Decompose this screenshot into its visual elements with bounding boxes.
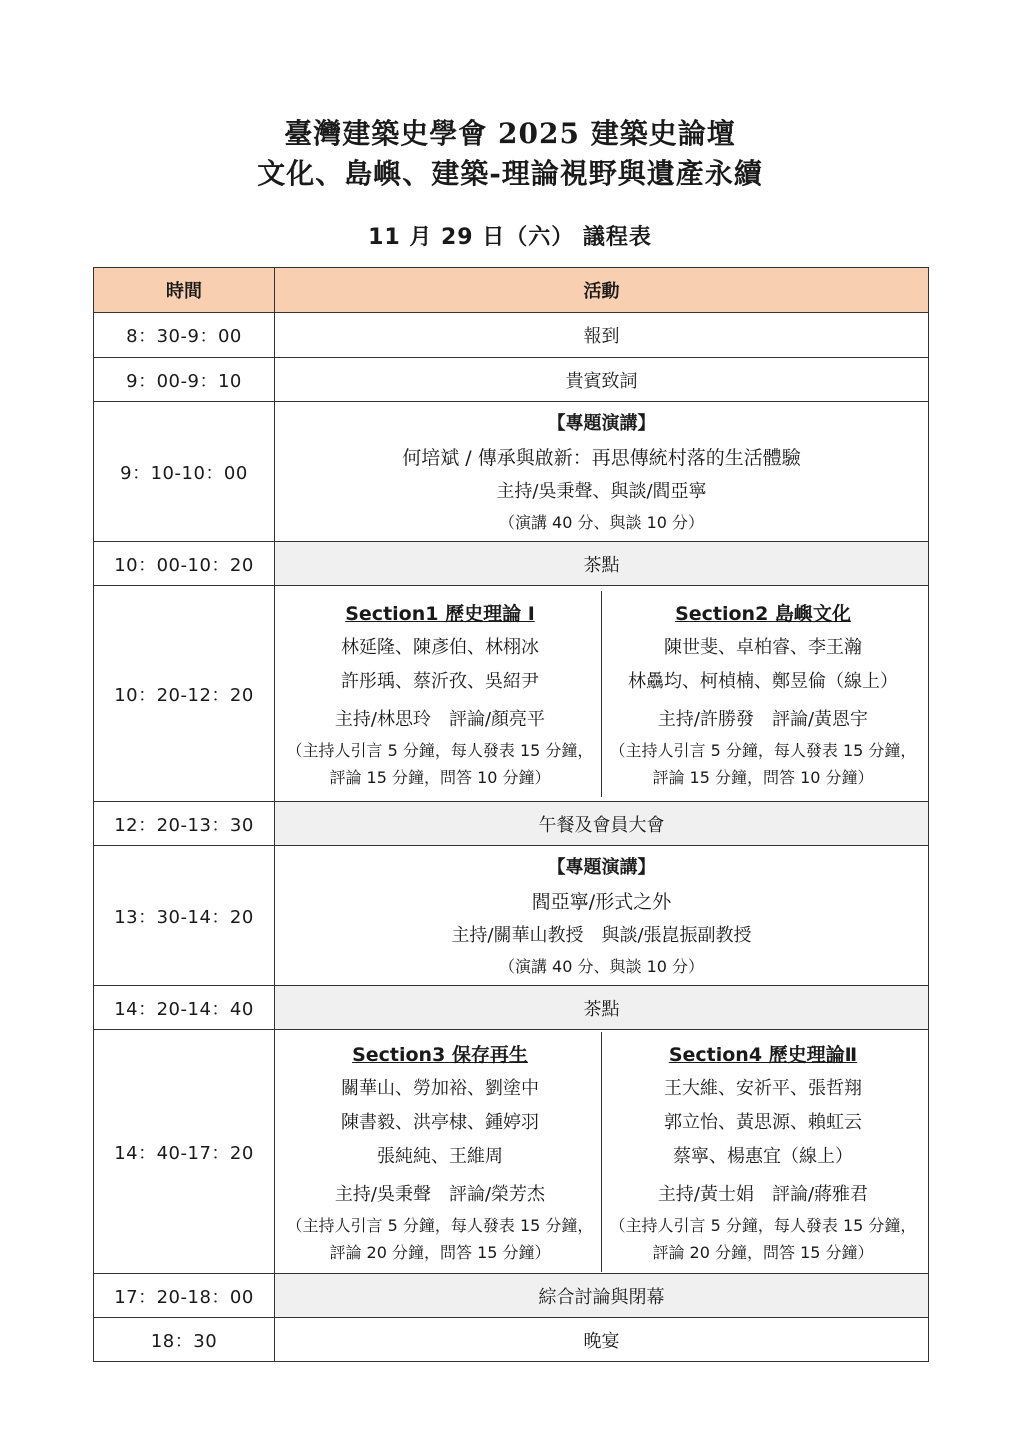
table-row xyxy=(94,542,929,586)
title-line-2: 文化、島嶼、建築-理論視野與遺產永續 xyxy=(257,157,763,190)
session-host: 主持/黃士娟 評論/蔣雅君 xyxy=(657,1183,869,1205)
table-row xyxy=(94,846,929,986)
presenters-line: 郭立怡、黃思源、賴虹云 xyxy=(664,1111,862,1133)
session-title: Section4 歷史理論Ⅱ xyxy=(668,1043,858,1066)
table-row xyxy=(94,358,929,402)
session-host: 主持/吳秉聲 評論/榮芳杰 xyxy=(334,1183,546,1205)
table-header-row xyxy=(94,268,929,313)
presenters-line: 張純純、王維周 xyxy=(377,1145,503,1167)
presenters-line: 關華山、勞加裕、劉塗中 xyxy=(341,1077,539,1099)
keynote-duration-note: （演講 40 分、與談 10 分） xyxy=(498,513,705,532)
activity-cell: 晚宴 xyxy=(275,1318,929,1362)
table-row xyxy=(94,1030,929,1274)
keynote-host: 主持/關華山教授 與談/張崑振副教授 xyxy=(451,925,752,946)
time-cell: 12：20-13：30 xyxy=(94,802,275,846)
time-cell: 9：00-9：10 xyxy=(94,358,275,402)
parallel-sessions-cell xyxy=(275,586,929,802)
presenters-line: 王大維、安祈平、張哲翔 xyxy=(664,1077,862,1099)
session-title: Section2 島嶼文化 xyxy=(675,602,851,625)
session-host: 主持/許勝發 評論/黃恩宇 xyxy=(657,708,869,730)
keynote-heading: 【專題演講】 xyxy=(547,413,656,434)
presenters-line: 林驫均、柯楨楠、鄭昱倫（線上） xyxy=(628,670,898,692)
activity-cell: 報到 xyxy=(275,313,929,358)
keynote-duration-note: （演講 40 分、與談 10 分） xyxy=(498,957,705,976)
parallel-sessions-cell xyxy=(275,1030,929,1274)
session-note: （主持人引言 5 分鐘，每人發表 15 分鐘，評論 15 分鐘，問答 10 分鐘） xyxy=(286,740,594,787)
time-cell: 17：20-18：00 xyxy=(94,1274,275,1318)
session-note: （主持人引言 5 分鐘，每人發表 15 分鐘，評論 15 分鐘，問答 10 分鐘） xyxy=(609,740,917,787)
session-title: Section1 歷史理論 I xyxy=(345,602,535,625)
activity-cell: 綜合討論與閉幕 xyxy=(275,1274,929,1318)
keynote-speaker-topic: 何培斌 / 傳承與啟新：再思傳統村落的生活體驗 xyxy=(402,447,801,469)
table-row xyxy=(94,402,929,542)
keynote-heading: 【專題演講】 xyxy=(547,857,656,878)
time-cell: 10：20-12：20 xyxy=(94,586,275,802)
time-cell: 13：30-14：20 xyxy=(94,846,275,986)
table-row xyxy=(94,313,929,358)
column-header-activity: 活動 xyxy=(275,268,929,313)
session-note: （主持人引言 5 分鐘，每人發表 15 分鐘，評論 20 分鐘，問答 15 分鐘） xyxy=(286,1215,594,1262)
session-note: （主持人引言 5 分鐘，每人發表 15 分鐘，評論 20 分鐘，問答 15 分鐘） xyxy=(609,1215,917,1262)
time-cell: 14：20-14：40 xyxy=(94,986,275,1030)
presenters-line: 許彤瑀、蔡沂孜、吳紹尹 xyxy=(341,670,539,692)
table-row xyxy=(94,802,929,846)
activity-cell: 茶點 xyxy=(275,542,929,586)
time-cell: 10：00-10：20 xyxy=(94,542,275,586)
time-cell: 8：30-9：00 xyxy=(94,313,275,358)
session-1 xyxy=(279,591,601,797)
activity-cell: 午餐及會員大會 xyxy=(275,802,929,846)
title-line-1: 臺灣建築史學會 2025 建築史論壇 xyxy=(284,117,736,150)
session-3 xyxy=(279,1032,601,1272)
session-2 xyxy=(601,591,924,797)
table-row xyxy=(94,586,929,802)
activity-cell: 茶點 xyxy=(275,986,929,1030)
agenda-subtitle: 11 月 29 日（六） 議程表 xyxy=(368,225,652,250)
keynote-speaker-topic: 閻亞寧/形式之外 xyxy=(531,891,672,913)
presenters-line: 陳世斐、卓柏睿、李王瀚 xyxy=(664,636,862,658)
time-cell: 14：40-17：20 xyxy=(94,1030,275,1274)
session-host: 主持/林思玲 評論/顏亮平 xyxy=(334,708,546,730)
activity-cell: 貴賓致詞 xyxy=(275,358,929,402)
table-row xyxy=(94,986,929,1030)
keynote-host: 主持/吳秉聲、與談/閻亞寧 xyxy=(496,481,707,502)
keynote-cell xyxy=(275,846,929,986)
session-title: Section3 保存再生 xyxy=(352,1043,528,1066)
presenters-line: 陳書毅、洪亭棣、鍾婷羽 xyxy=(341,1111,539,1133)
presenters-line: 蔡寧、楊惠宜（線上） xyxy=(673,1145,853,1167)
time-cell: 9：10-10：00 xyxy=(94,402,275,542)
keynote-cell xyxy=(275,402,929,542)
table-row xyxy=(94,1274,929,1318)
presenters-line: 林延隆、陳彥伯、林栩冰 xyxy=(341,636,539,658)
agenda-table xyxy=(93,267,929,1362)
session-4 xyxy=(601,1032,924,1272)
table-row xyxy=(94,1318,929,1362)
time-cell: 18：30 xyxy=(94,1318,275,1362)
column-header-time: 時間 xyxy=(94,268,275,313)
